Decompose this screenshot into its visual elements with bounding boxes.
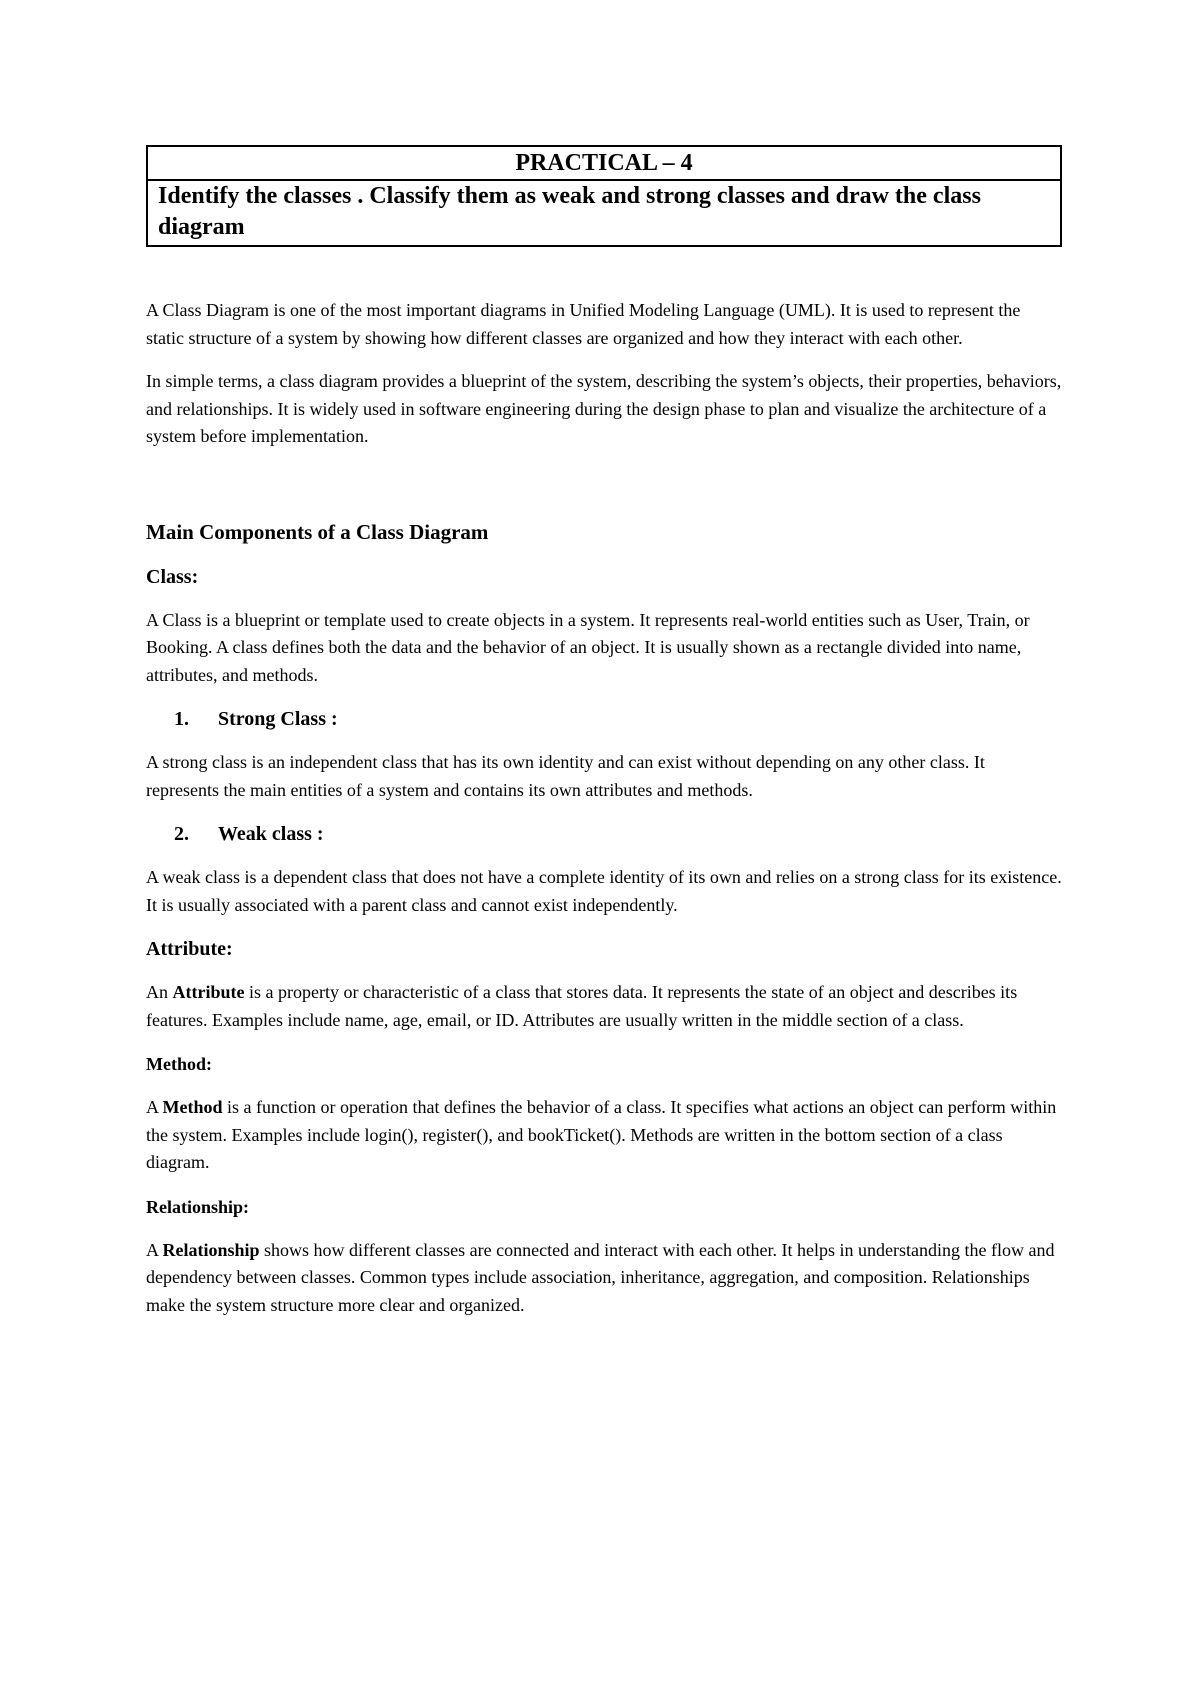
method-term: Method	[162, 1097, 223, 1117]
intro-paragraph-2: In simple terms, a class diagram provides a blueprint of the system, describing the system’s objects, their properties, behaviors, and relationships. It is widely used in software engineering during the design phase to plan and visualize the architecture of a system before implementation.	[146, 371, 1062, 446]
weak-class-label: Weak class :	[218, 823, 324, 845]
document-page	[146, 145, 1062, 1319]
relationship-lead: A	[146, 1239, 163, 1260]
strong-class-number: 1.	[174, 708, 189, 730]
relationship-term: Relationship	[162, 1239, 260, 1260]
method-text: is a function or operation that defines the behavior of a class. It specifies what actions an object can perform within the system. Examples include login(), register(), and bookTicket(). Methods are written in the bottom section of a class diagram.	[146, 1097, 1057, 1172]
weak-class-heading	[146, 820, 1062, 848]
practical-subtitle: Identify the classes . Classify them as weak and strong classes and draw the class diagram	[158, 183, 981, 240]
method-lead: A	[146, 1097, 163, 1117]
class-heading: Class:	[146, 565, 199, 588]
attribute-text: is a property or characteristic of a class that stores data. It represents the state of an object and describes its features. Examples include name, age, email, or ID. Attributes are usually written in the middle section of a class.	[146, 982, 1018, 1030]
attribute-lead: An	[146, 982, 173, 1002]
strong-class-label: Strong Class :	[218, 708, 338, 730]
strong-class-paragraph: A strong class is an independent class that has its own identity and can exist without depending on any other class. It represents the main entities of a system and contains its own attributes and methods.	[146, 752, 985, 800]
attribute-term: Attribute	[172, 982, 245, 1002]
weak-class-number: 2.	[174, 823, 189, 845]
practical-title: PRACTICAL – 4	[148, 147, 1060, 181]
intro-paragraph-1: A Class Diagram is one of the most important diagrams in Unified Modeling Language (UML). It is used to represent the static structure of a system by showing how different classes are organized and how they interact with each other.	[146, 300, 1021, 348]
relationship-heading: Relationship:	[146, 1196, 250, 1217]
relationship-text: shows how different classes are connected and interact with each other. It helps in understanding the flow and dependency between classes. Common types include association, inheritance, aggregation, and composition. Relationships make the system structure more clear and organized.	[146, 1239, 1055, 1315]
method-heading: Method:	[146, 1054, 212, 1074]
title-box	[146, 145, 1062, 247]
relationship-paragraph	[146, 1237, 1062, 1320]
strong-class-heading	[146, 705, 1062, 733]
weak-class-paragraph: A weak class is a dependent class that does not have a complete identity of its own and relies on a strong class for its existence. It is usually associated with a parent class and cannot exist independently.	[146, 867, 1062, 915]
attribute-paragraph	[146, 979, 1062, 1034]
components-heading: Main Components of a Class Diagram	[146, 519, 489, 544]
attribute-heading: Attribute:	[146, 938, 233, 960]
method-paragraph	[146, 1094, 1062, 1177]
class-paragraph: A Class is a blueprint or template used to create objects in a system. It represents real-world entities such as User, Train, or Booking. A class defines both the data and the behavior of an object. It is usually shown as a rectangle divided into name, attributes, and methods.	[146, 609, 1030, 685]
